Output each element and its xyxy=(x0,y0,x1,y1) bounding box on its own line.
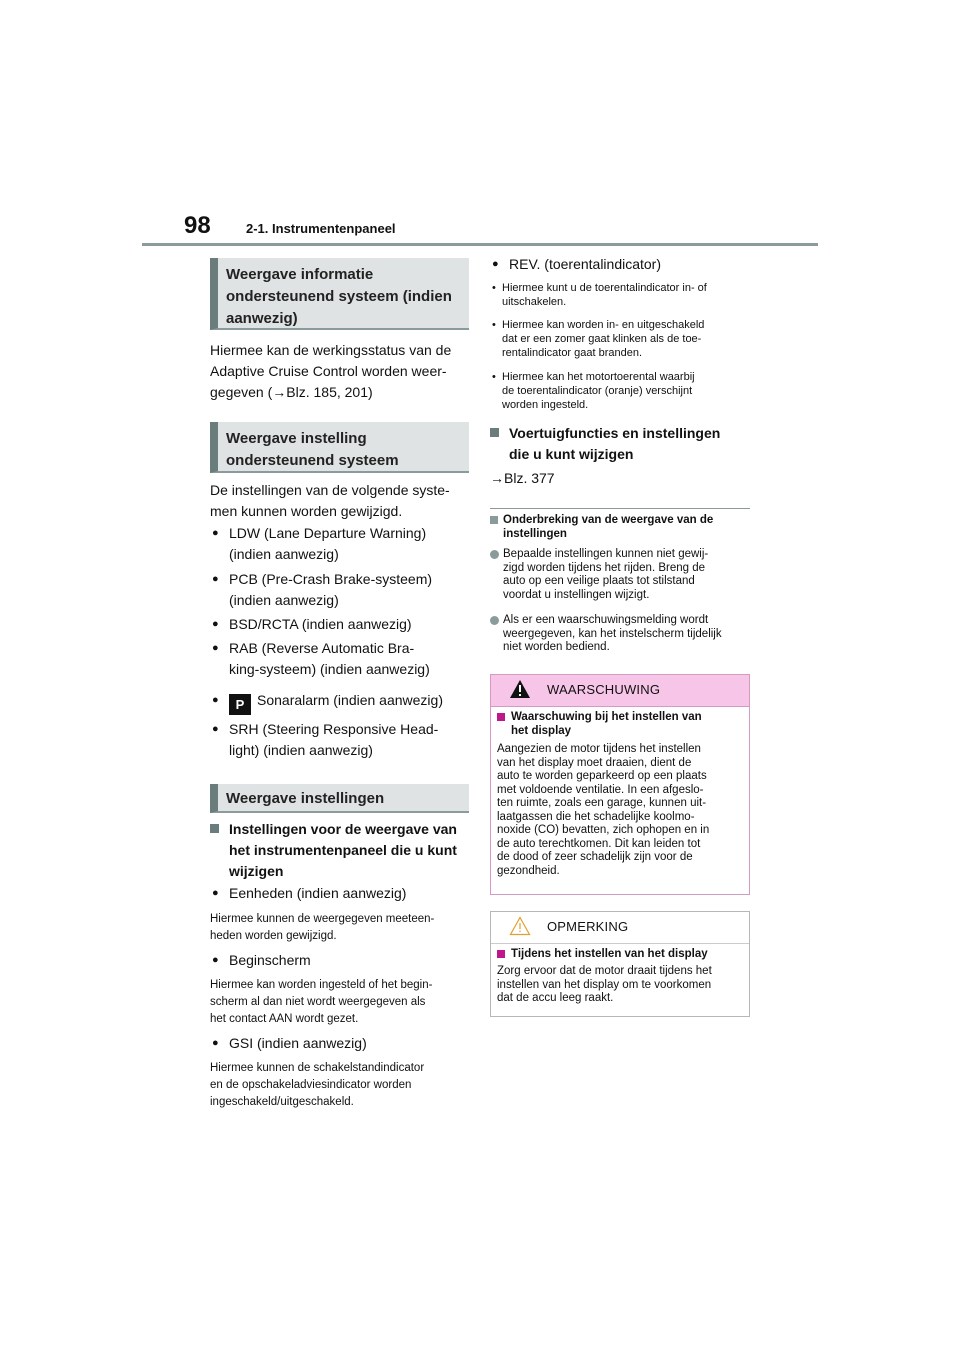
list-item-rab: ● RAB (Reverse Automatic Bra- king-systeem) (indien aanwezig) xyxy=(212,638,430,680)
warning-subhead: Waarschuwing bij het instellen van het display xyxy=(497,711,702,738)
chapter-title: 2-1. Instrumentenpaneel xyxy=(246,221,396,236)
section2-intro: De instellingen van de volgende syste- men kunnen worden gewijzigd. xyxy=(210,482,450,519)
square-bullet-icon xyxy=(497,950,505,958)
note-body: Zorg ervoor dat de motor draait tijdens het instellen van het display om te voorkomen dat de accu leeg raakt. xyxy=(497,965,712,1004)
list-item-start-screen: ● Beginscherm xyxy=(212,950,311,971)
list-item-sonar: ● P Sonaralarm (indien aanwezig) xyxy=(212,690,443,715)
list-item-rev: ● REV. (toerentalindicator) xyxy=(492,254,661,275)
units-description: Hiermee kunnen de weergegeven meeteen- heden worden gewijzigd. xyxy=(210,913,435,942)
note-title: OPMERKING xyxy=(547,919,629,934)
interrupt-point-2: Als er een waarschuwingsmelding wordt weergegeven, kan het instelscherm tijdelijk niet worden bediend. xyxy=(490,614,722,655)
sonar-alarm-icon: P xyxy=(229,694,251,715)
page-number: 98 xyxy=(184,212,211,239)
interrupt-point-1: Bepaalde instellingen kunnen niet gewij- zigd worden tijdens het rijden. Breng de auto op een veilige plaats tot stilstand voordat u instellingen wijzigt. xyxy=(490,548,708,602)
circle-bullet-icon xyxy=(490,550,499,559)
page-reference: →Blz. 377 xyxy=(490,470,555,486)
square-bullet-icon xyxy=(490,516,498,524)
rev-note-2: • Hiermee kan worden in- en uitgeschakeld dat er een zomer gaat klinken als de toe- rentalindicator gaat branden. xyxy=(492,318,704,360)
note-header xyxy=(491,912,749,944)
list-item-pcb: ● PCB (Pre-Crash Brake-systeem) (indien aanwezig) xyxy=(212,569,432,611)
note-box xyxy=(490,911,750,1017)
section1-body: Hiermee kan de werkingsstatus van de Adaptive Cruise Control worden weer- gegeven (→Blz. 185, 201) xyxy=(210,342,452,400)
square-bullet-icon xyxy=(490,428,499,437)
section-heading-info-support: Weergave informatie ondersteunend systeem (indien aanwezig) xyxy=(210,258,469,330)
warning-header xyxy=(491,675,749,707)
gsi-description: Hiermee kunnen de schakelstandindicator en de opschakeladviesindicator worden ingeschakeld/uitgeschakeld. xyxy=(210,1062,425,1108)
divider xyxy=(490,508,750,509)
list-item-bsd: ● BSD/RCTA (indien aanwezig) xyxy=(212,614,412,635)
list-item-ldw: ● LDW (Lane Departure Warning) (indien aanwezig) xyxy=(212,523,426,565)
note-subhead: Tijdens het instellen van het display xyxy=(497,948,708,962)
section-heading-display-settings: Weergave instellingen xyxy=(210,784,469,813)
warning-title: WAARSCHUWING xyxy=(547,682,661,697)
circle-bullet-icon xyxy=(490,616,499,625)
list-item-srh: ● SRH (Steering Responsive Head- light) (indien aanwezig) xyxy=(212,719,438,761)
warning-triangle-icon xyxy=(509,679,531,699)
warning-body: Aangezien de motor tijdens het instellen van het display moet draaien, dient de auto te worden geparkeerd op een plaats met voldoende ventilatie. In een afgeslo- ten ruimte, zoals een garage, kunnen uit- laatgassen die het schadelijke koolmo- noxide (CO) bevatten, zich ophopen en in de auto terechtkomen. Dit kan leiden tot de dood of zeer schadelijk zijn voor de gezondheid. xyxy=(497,743,710,877)
square-bullet-icon xyxy=(497,713,505,721)
subhead-instrument-settings: Instellingen voor de weergave van het instrumentenpaneel die u kunt wijzigen xyxy=(210,819,457,882)
rev-note-1: • Hiermee kunt u de toerentalindicator in- of uitschakelen. xyxy=(492,281,707,309)
list-item-units: ● Eenheden (indien aanwezig) xyxy=(212,883,406,904)
list-item-gsi: ● GSI (indien aanwezig) xyxy=(212,1033,367,1054)
interrupt-heading: Onderbreking van de weergave van de instellingen xyxy=(490,514,713,541)
rev-note-3: • Hiermee kan het motortoerental waarbij de toerentalindicator (oranje) verschijnt worden ingesteld. xyxy=(492,370,695,412)
warning-box xyxy=(490,674,750,895)
header-rule xyxy=(142,243,818,246)
start-screen-description: Hiermee kan worden ingesteld of het begin- scherm al dan niet wordt weergegeven als het contact AAN wordt gezet. xyxy=(210,979,433,1025)
caution-triangle-icon xyxy=(509,916,531,936)
section-heading-support-settings: Weergave instelling ondersteunend systeem xyxy=(210,422,469,473)
subhead-vehicle-functions: Voertuigfuncties en instellingen die u kunt wijzigen xyxy=(490,423,720,465)
square-bullet-icon xyxy=(210,824,219,833)
